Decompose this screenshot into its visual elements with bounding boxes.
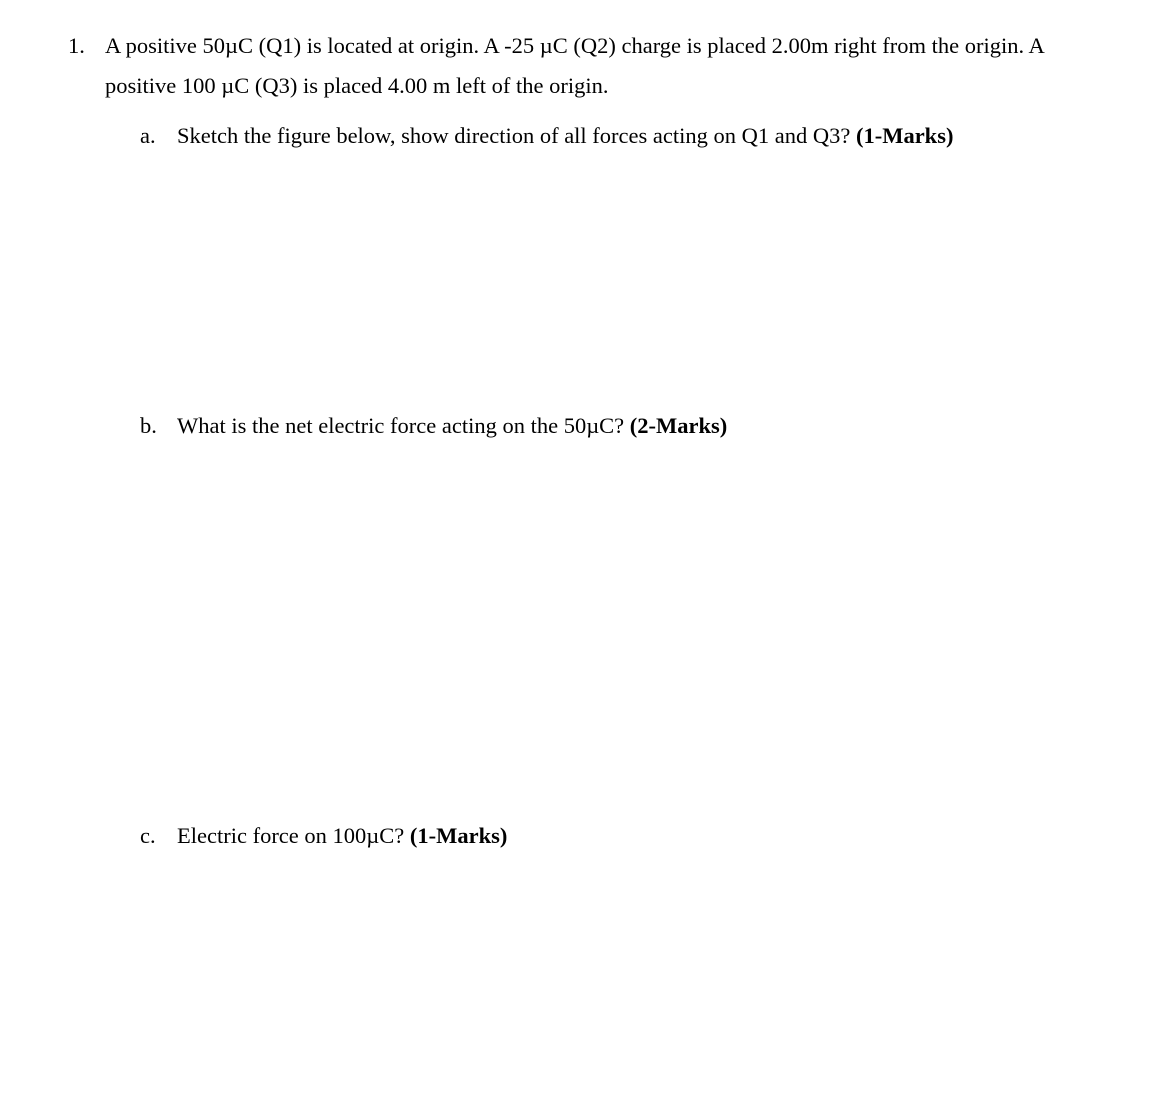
sub-question-c-letter: c. xyxy=(140,823,156,848)
sub-question-a-marks: (1-Marks) xyxy=(855,123,954,148)
sub-question-c-body xyxy=(177,822,507,850)
question-text-line-2: positive 100 µC (Q3) is placed 4.00 m left of the origin. xyxy=(105,73,609,98)
sub-question-a-text: Sketch the figure below, show direction of all forces acting on Q1 and Q3? xyxy=(177,123,851,148)
sub-question-b-letter: b. xyxy=(140,413,157,438)
sub-question-b-body xyxy=(177,412,727,440)
sub-question-b-text: What is the net electric force acting on the 50µC? xyxy=(177,413,625,438)
sub-question-a-letter: a. xyxy=(140,123,156,148)
sub-question-a-body xyxy=(177,122,953,150)
sub-question-b-marks: (2-Marks) xyxy=(629,413,728,438)
question-number: 1. xyxy=(68,33,85,58)
sub-question-c-text: Electric force on 100µC? xyxy=(177,823,405,848)
sub-question-c-marks: (1-Marks) xyxy=(409,823,508,848)
question-text-line-1: A positive 50µC (Q1) is located at origin. A -25 µC (Q2) charge is placed 2.00m right from the origin. A xyxy=(105,33,1045,58)
